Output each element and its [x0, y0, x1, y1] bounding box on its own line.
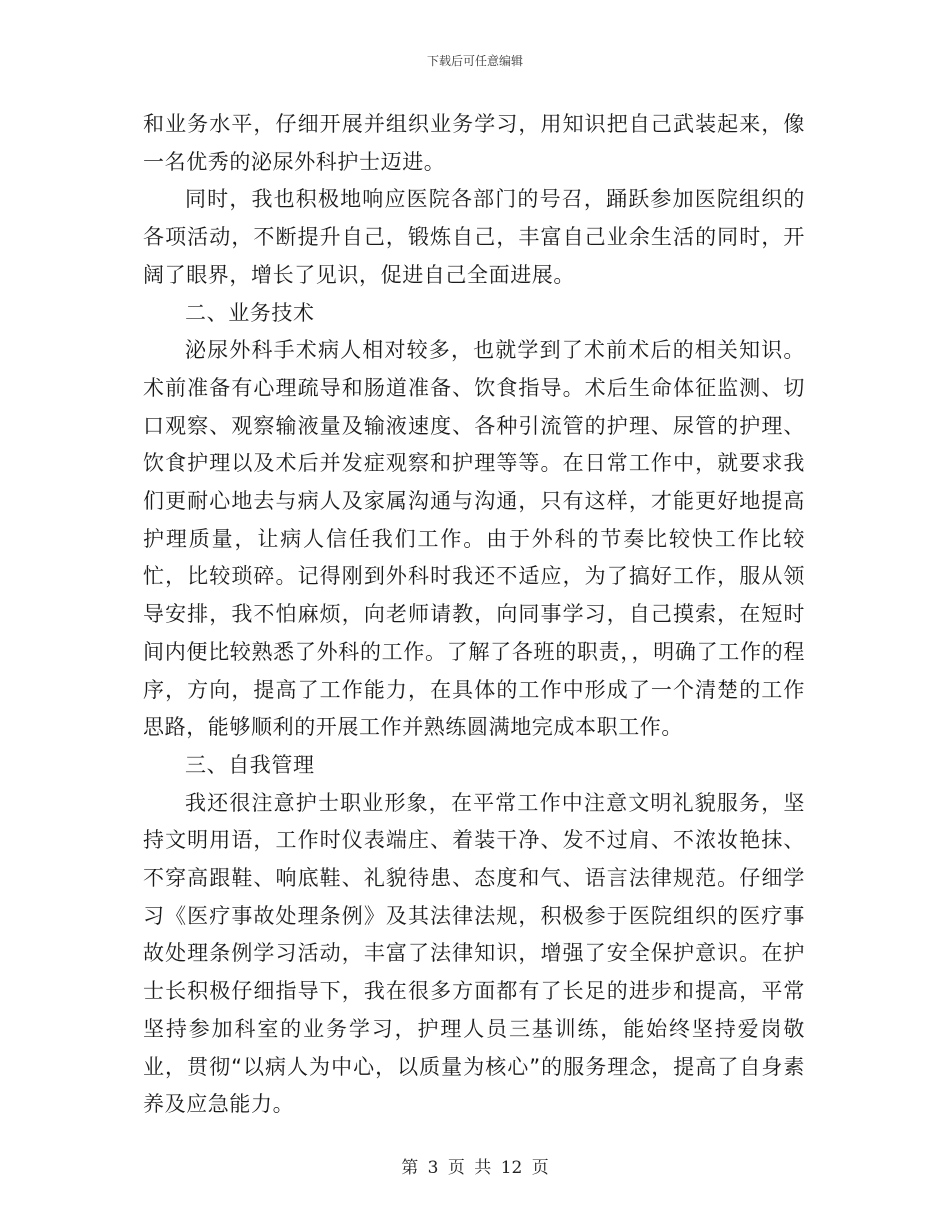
- body-paragraph: 和业务水平，仔细开展并组织业务学习，用知识把自己武装起来，像一名优秀的泌尿外科护士迈进。: [143, 112, 805, 174]
- document-body: [143, 106, 805, 1124]
- body-paragraph: 泌尿外科手术病人相对较多，也就学到了术前术后的相关知识。术前准备有心理疏导和肠道准备、饮食指导。术后生命体征监测、切口观察、观察输液量及输液速度、各种引流管的护理、尿管的护理、饮食护理以及术后并发症观察和护理等等。在日常工作中，就要求我们更耐心地去与病人及家属沟通与沟通，只有这样，才能更好地提高护理质量，让病人信任我们工作。由于外科的节奏比较快工作比较忙，比较琐碎。记得刚到外科时我还不适应，为了搞好工作，服从领导安排，我不怕麻烦，向老师请教，向同事学习，自己摸索，在短时间内便比较熟悉了外科的工作。了解了各班的职责，，明确了工作的程序，方向，提高了工作能力，在具体的工作中形成了一个清楚的工作思路，能够顺利的开展工作并熟练圆满地完成本职工作。: [143, 338, 805, 740]
- body-paragraph: 同时，我也积极地响应医院各部门的号召，踊跃参加医院组织的各项活动，不断提升自己，锻炼自己，丰富自己业余生活的同时，开阔了眼界，增长了见识，促进自己全面进展。: [143, 187, 805, 287]
- page-header: 下载后可任意编辑: [426, 54, 523, 68]
- section-heading: 三、自我管理: [185, 752, 315, 777]
- section-heading: 二、业务技术: [185, 300, 315, 325]
- page-number-footer: 第 3 页 共 12 页: [401, 1158, 549, 1178]
- body-paragraph: 我还很注意护士职业形象，在平常工作中注意文明礼貌服务，坚持文明用语，工作时仪表端庄、着装干净、发不过肩、不浓妆艳抹、不穿高跟鞋、响底鞋、礼貌待患、态度和气、语言法律规范。仔细学习《医疗事故处理条例》及其法律法规，积极参于医院组织的医疗事故处理条例学习活动，丰富了法律知识，增强了安全保护意识。在护士长积极仔细指导下，我在很多方面都有了长足的进步和提高，平常坚持参加科室的业务学习，护理人员三基训练，能始终坚持爱岗敬业，贯彻“以病人为中心，以质量为核心”的服务理念，提高了自身素养及应急能力。: [143, 790, 805, 1117]
